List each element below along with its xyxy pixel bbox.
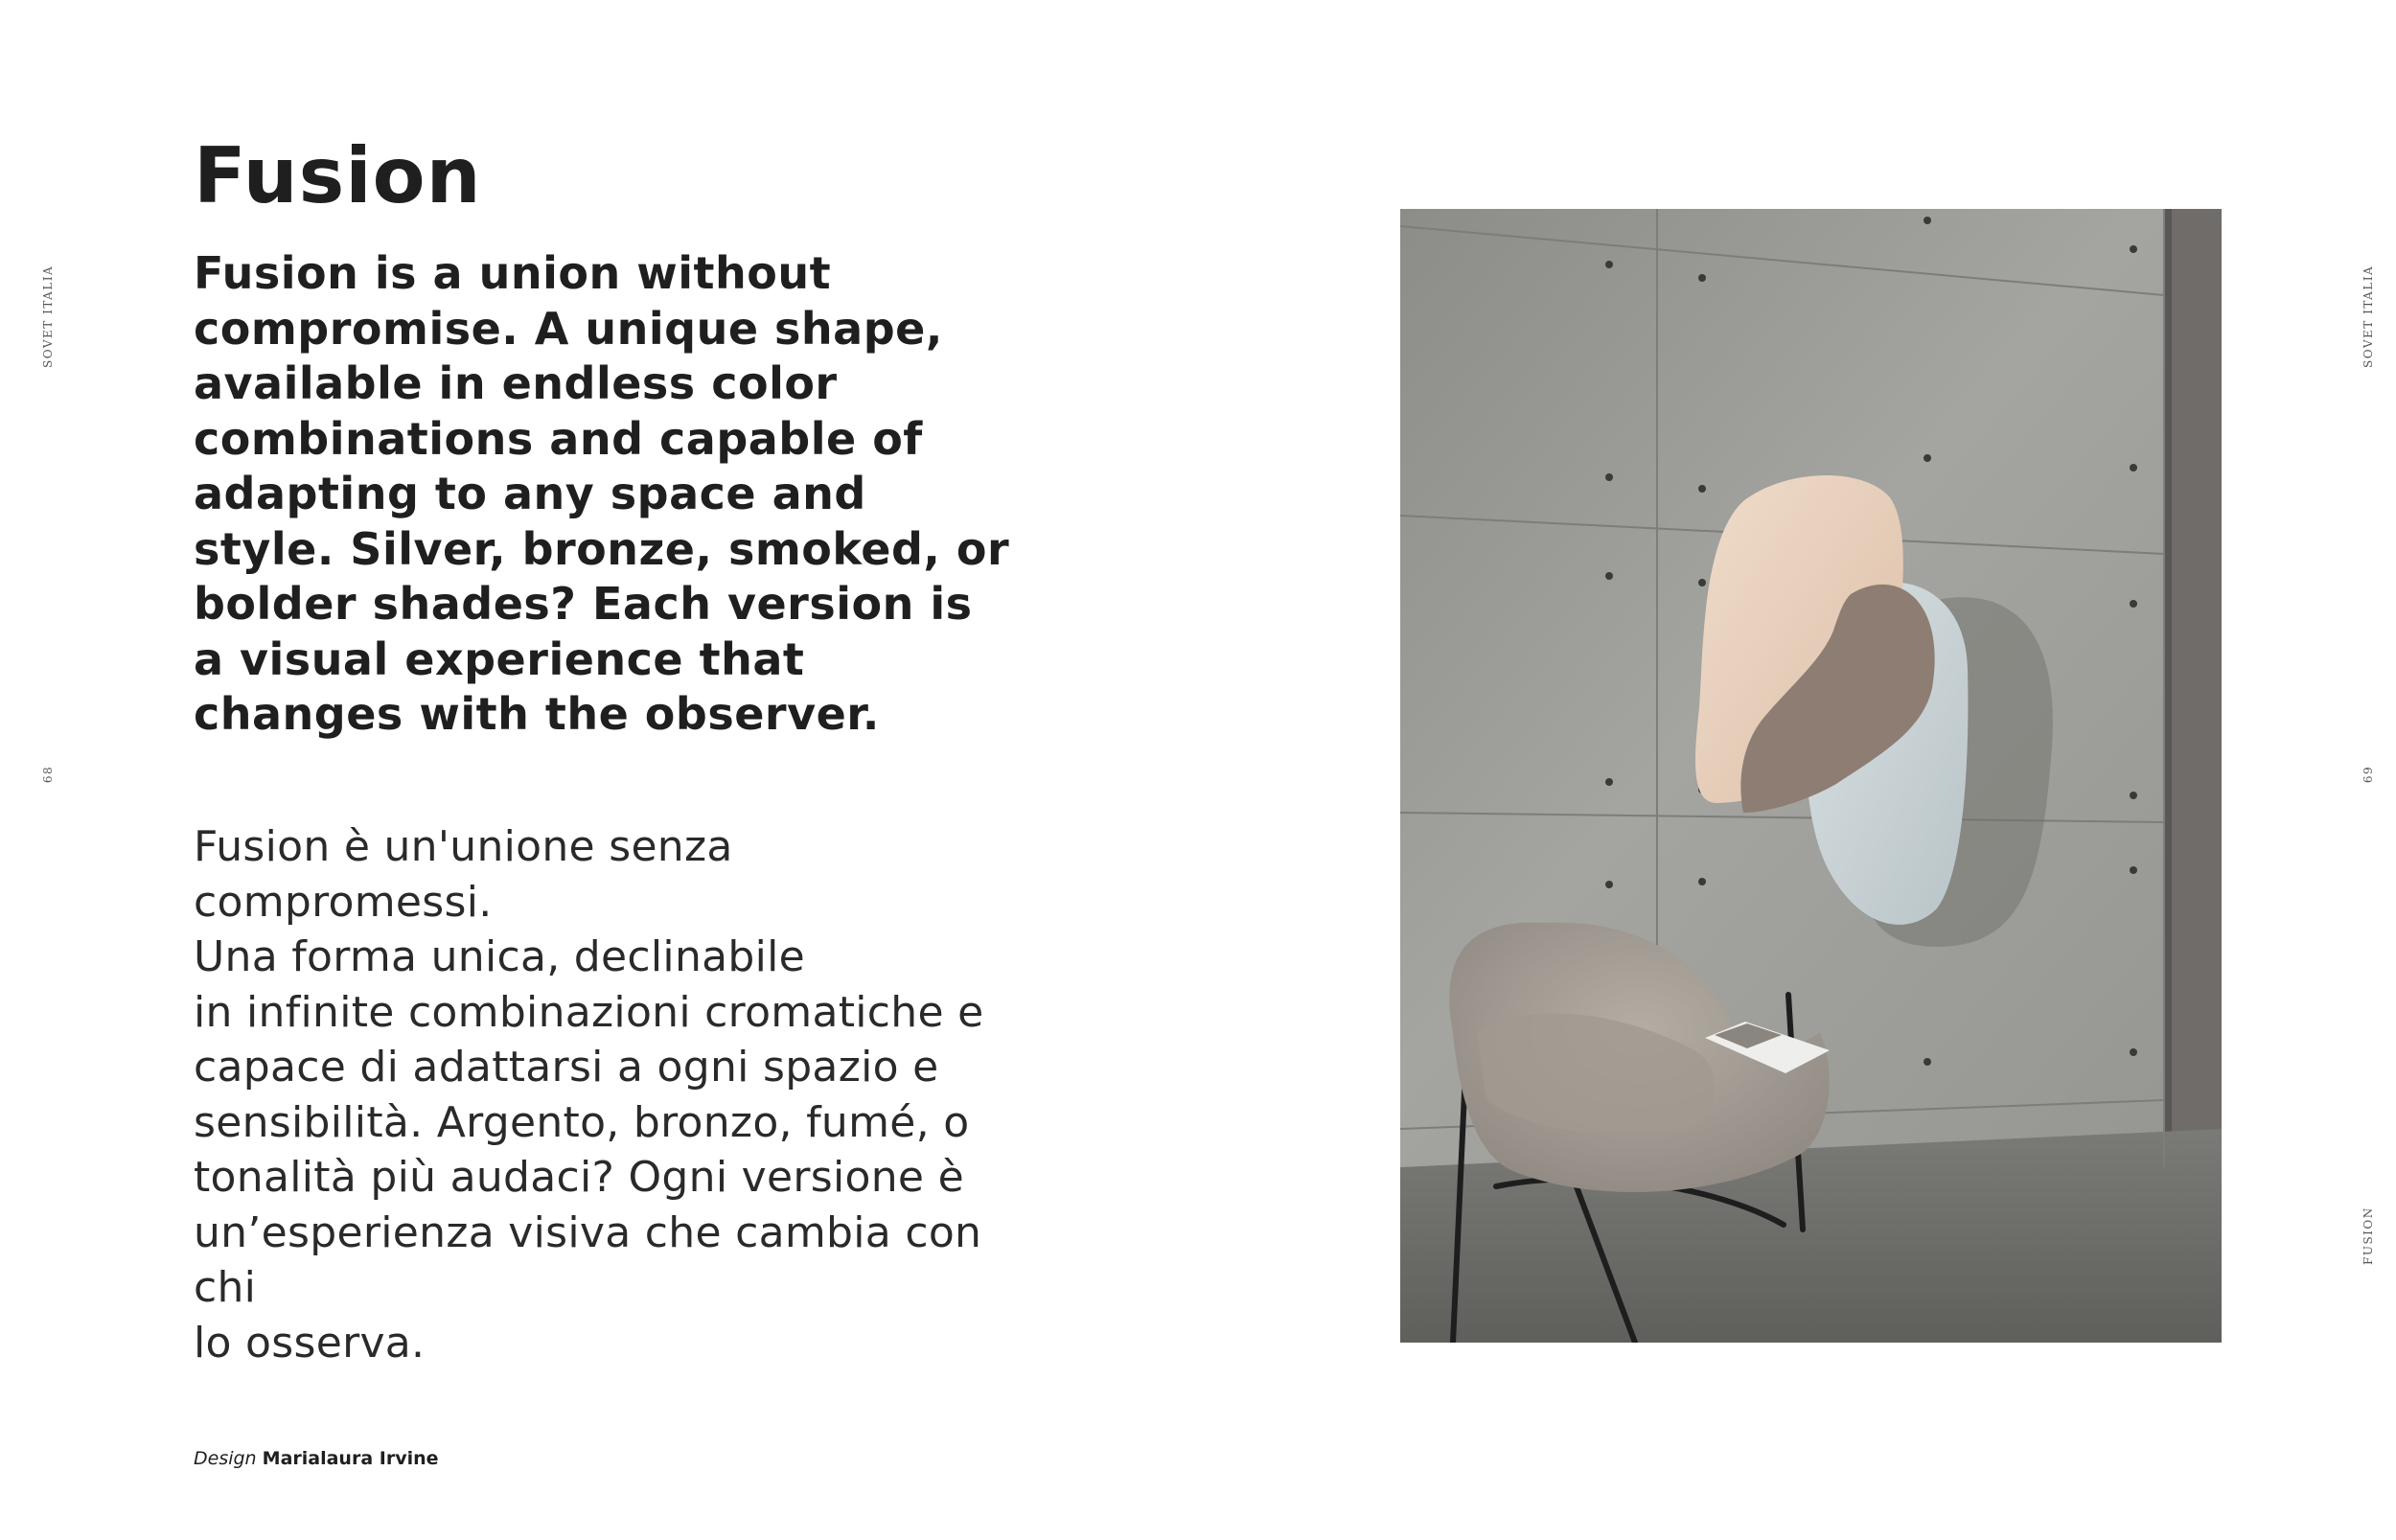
italian-line: un’esperienza visiva che cambia con chi: [194, 1207, 982, 1312]
right-margin-section: FUSION: [2361, 1207, 2375, 1265]
page-title: Fusion: [194, 131, 482, 220]
italian-line: capace di adattarsi a ogni spazio e: [194, 1043, 939, 1092]
lead-paragraph-english: Fusion is a union without compromise. A unique shape, available in endless color combinations and capable of adapting to any space and style. Silver, bronze, smoked, or bolder shades? Each version is a visual experience that changes with the observer.: [194, 247, 1010, 740]
product-photo: [1400, 209, 2222, 1343]
italian-line: sensibilità. Argento, bronzo, fumé, o: [194, 1097, 970, 1147]
italian-line: Fusion è un'unione senza compromessi.: [194, 822, 733, 927]
design-credit-label: Design: [194, 1448, 257, 1469]
body-paragraph-italian: [194, 819, 1037, 1370]
italian-line: Una forma unica, declinabile: [194, 932, 806, 981]
left-page-number: 68: [41, 765, 55, 784]
italian-line: lo osserva.: [194, 1318, 426, 1368]
wall-column: [2164, 209, 2222, 1167]
left-margin-brand: SOVET ITALIA: [41, 264, 55, 368]
italian-line: in infinite combinazioni cromatiche e: [194, 987, 984, 1037]
designer-name: Marialaura Irvine: [262, 1448, 439, 1469]
product-photo-illustration: [1400, 209, 2222, 1343]
design-credit: [194, 1448, 439, 1469]
wall-column-edge: [2164, 209, 2172, 1167]
right-page-number: 69: [2361, 765, 2375, 784]
right-margin-brand: SOVET ITALIA: [2361, 264, 2375, 368]
italian-line: tonalità più audaci? Ogni versione è: [194, 1153, 964, 1202]
